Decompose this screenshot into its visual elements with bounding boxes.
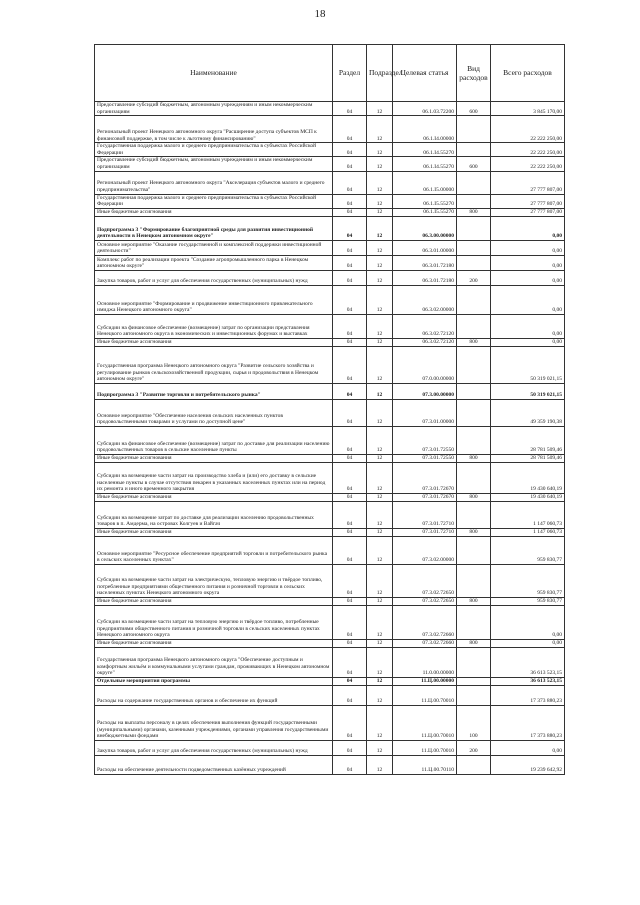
cell-section: 04 <box>333 208 367 216</box>
cell-expense-type: 800 <box>457 208 491 216</box>
cell-expense-type <box>457 501 491 528</box>
cell-section: 04 <box>333 171 367 194</box>
table-row <box>95 171 565 194</box>
cell-subsection: 12 <box>367 705 393 740</box>
cell-section: 04 <box>333 536 367 564</box>
cell-section: 04 <box>333 605 367 639</box>
cell-name: Субсидии на возмещение затрат по доставке для реализации населению продовольственных товаров в п. Амдерма, на островах Колгуев и Вайгач <box>95 501 333 528</box>
cell-article: 07.3.02.72650 <box>393 597 457 605</box>
cell-expense-type: 100 <box>457 705 491 740</box>
table-row <box>95 102 565 116</box>
cell-expense-type <box>457 685 491 705</box>
table-row <box>95 705 565 740</box>
table-row <box>95 677 565 685</box>
cell-subsection: 12 <box>367 639 393 647</box>
header-section: Раздел <box>333 45 367 102</box>
header-total: Всего расходов <box>491 45 565 102</box>
cell-article: 07.3.01.72670 <box>393 462 457 493</box>
table-row <box>95 240 565 255</box>
cell-expense-type <box>457 314 491 338</box>
cell-section: 04 <box>333 705 367 740</box>
header-article: Целевая статья <box>393 45 457 102</box>
table-row <box>95 647 565 677</box>
cell-subsection: 12 <box>367 493 393 501</box>
cell-article: 07.3.01.72710 <box>393 528 457 536</box>
cell-section: 04 <box>333 685 367 705</box>
cell-total: 959 830,77 <box>491 597 565 605</box>
cell-subsection: 12 <box>367 647 393 677</box>
table-row <box>95 383 565 399</box>
table-row <box>95 564 565 597</box>
cell-section: 04 <box>333 501 367 528</box>
cell-subsection: 12 <box>367 116 393 143</box>
cell-name: Государственная программа Ненецкого автономного округа "Развитие сельского хозяйства и регулирование рынков сельскохозяйственной продукции, сырья и продовольствия в Ненецком автономном округе" <box>95 346 333 383</box>
table-row <box>95 314 565 338</box>
cell-expense-type: 600 <box>457 102 491 116</box>
cell-name: Государственная поддержка малого и среднего предпринимательства в субъектах Российской Федерации <box>95 143 333 157</box>
cell-section: 04 <box>333 493 367 501</box>
cell-name: Расходы на обеспечение деятельности подведомственных казённых учреждений <box>95 755 333 774</box>
table-row <box>95 399 565 426</box>
header-name: Наименование <box>95 45 333 102</box>
cell-section: 04 <box>333 383 367 399</box>
cell-expense-type <box>457 564 491 597</box>
cell-subsection: 12 <box>367 314 393 338</box>
cell-expense-type <box>457 536 491 564</box>
cell-name: Иные бюджетные ассигнования <box>95 208 333 216</box>
cell-total: 0,00 <box>491 270 565 285</box>
cell-article: 06.1.I4.55270 <box>393 143 457 157</box>
cell-subsection: 12 <box>367 564 393 597</box>
cell-expense-type: 800 <box>457 454 491 462</box>
cell-subsection: 12 <box>367 740 393 755</box>
cell-name: Субсидии на финансовое обеспечение (возмещение) затрат по доставке для реализации населению продовольственных товаров в сельские населенные пункты <box>95 426 333 454</box>
cell-total: 19 239 642,92 <box>491 755 565 774</box>
cell-article: 06.1.I4.55270 <box>393 157 457 171</box>
cell-name: Субсидии на финансовое обеспечение (возмещение) затрат по организации представления Ненецкого автономного округа в экономических и инвестиционных форумах и выставках <box>95 314 333 338</box>
cell-name: Иные бюджетные ассигнования <box>95 454 333 462</box>
cell-article: 07.3.01.72550 <box>393 454 457 462</box>
cell-section: 04 <box>333 528 367 536</box>
cell-total: 959 830,77 <box>491 536 565 564</box>
table-row <box>95 285 565 314</box>
cell-section: 04 <box>333 116 367 143</box>
cell-article: 06.3.01.72180 <box>393 255 457 270</box>
table-row <box>95 462 565 493</box>
table-body <box>95 102 565 775</box>
cell-total: 36 613 523,15 <box>491 677 565 685</box>
cell-expense-type <box>457 647 491 677</box>
cell-section: 04 <box>333 597 367 605</box>
cell-total: 959 830,77 <box>491 564 565 597</box>
cell-name: Расходы на выплаты персоналу в целях обеспечения выполнения функций государственными (муниципальными) органами, казенными учреждениями, органами управления государственными внебюджетными фондами <box>95 705 333 740</box>
cell-total: 0,00 <box>491 740 565 755</box>
cell-subsection: 12 <box>367 346 393 383</box>
cell-subsection: 12 <box>367 270 393 285</box>
cell-article: 06.3.02.72120 <box>393 314 457 338</box>
cell-article: 11.Ц.00.70010 <box>393 685 457 705</box>
cell-subsection: 12 <box>367 285 393 314</box>
cell-expense-type <box>457 143 491 157</box>
cell-subsection: 12 <box>367 208 393 216</box>
table-row <box>95 597 565 605</box>
cell-subsection: 12 <box>367 216 393 240</box>
cell-subsection: 12 <box>367 677 393 685</box>
table-header-row <box>95 45 565 102</box>
cell-expense-type <box>457 216 491 240</box>
cell-article: 11.0.00.00000 <box>393 647 457 677</box>
cell-section: 04 <box>333 240 367 255</box>
cell-article: 11.Ц.00.00000 <box>393 677 457 685</box>
cell-subsection: 12 <box>367 102 393 116</box>
cell-expense-type <box>457 605 491 639</box>
cell-name: Субсидии на возмещение части затрат на электрическую, тепловую энергию и твёрдое топливо, потребленные предприятиями общественного питания и розничной торговли в сельских населенных пунктах Ненецкого автономного округа <box>95 564 333 597</box>
cell-article: 11.Ц.00.70010 <box>393 705 457 740</box>
cell-subsection: 12 <box>367 685 393 705</box>
cell-article: 07.3.00.00000 <box>393 383 457 399</box>
cell-section: 04 <box>333 102 367 116</box>
table-row <box>95 208 565 216</box>
table-row <box>95 255 565 270</box>
cell-section: 04 <box>333 647 367 677</box>
cell-article: 07.3.01.72670 <box>393 493 457 501</box>
table-row <box>95 270 565 285</box>
cell-expense-type: 800 <box>457 338 491 346</box>
cell-subsection: 12 <box>367 171 393 194</box>
cell-section: 04 <box>333 285 367 314</box>
cell-article: 07.0.00.00000 <box>393 346 457 383</box>
cell-total: 27 777 807,00 <box>491 171 565 194</box>
cell-name: Отдельные мероприятия программы <box>95 677 333 685</box>
cell-expense-type: 800 <box>457 493 491 501</box>
cell-name: Предоставление субсидий бюджетным, автономным учреждениям и иным некоммерческим организациям <box>95 102 333 116</box>
table-row <box>95 346 565 383</box>
cell-section: 04 <box>333 564 367 597</box>
cell-article: 11.Ц.00.70110 <box>393 755 457 774</box>
cell-expense-type <box>457 677 491 685</box>
cell-total: 0,00 <box>491 285 565 314</box>
cell-total: 0,00 <box>491 255 565 270</box>
table-row <box>95 755 565 774</box>
cell-name: Субсидии на возмещение части затрат на производство хлеба и (или) его доставку в сельские населенные пункты в случае отсутствия пекарен в указанных населенных пунктах или на период их ремонта и иного временного закрытия <box>95 462 333 493</box>
cell-article: 06.3.01.00000 <box>393 240 457 255</box>
cell-section: 04 <box>333 157 367 171</box>
cell-expense-type: 800 <box>457 597 491 605</box>
cell-name: Субсидии на возмещение части затрат на тепловую энергию и твёрдое топливо, потребленные предприятиями общественного питания и розничной торговли в сельских населенных пунктах Ненецкого автономного округа <box>95 605 333 639</box>
cell-subsection: 12 <box>367 338 393 346</box>
table-row <box>95 501 565 528</box>
cell-expense-type <box>457 240 491 255</box>
cell-expense-type: 200 <box>457 740 491 755</box>
cell-article: 06.3.01.72180 <box>393 270 457 285</box>
cell-section: 04 <box>333 755 367 774</box>
cell-total: 0,00 <box>491 605 565 639</box>
cell-name: Региональный проект Ненецкого автономного округа "Расширение доступа субъектов МСП к финансовой поддержке, в том числе к льготному финансированию" <box>95 116 333 143</box>
cell-section: 04 <box>333 346 367 383</box>
cell-article: 07.3.02.72660 <box>393 605 457 639</box>
cell-section: 04 <box>333 143 367 157</box>
table-row <box>95 536 565 564</box>
cell-name: Региональный проект Ненецкого автономного округа "Акселерация субъектов малого и среднего предпринимательства" <box>95 171 333 194</box>
cell-total: 28 781 509,46 <box>491 426 565 454</box>
cell-total: 22 222 250,00 <box>491 116 565 143</box>
cell-expense-type <box>457 285 491 314</box>
cell-expense-type <box>457 426 491 454</box>
cell-subsection: 12 <box>367 528 393 536</box>
table-row <box>95 426 565 454</box>
cell-expense-type <box>457 399 491 426</box>
cell-expense-type: 800 <box>457 639 491 647</box>
cell-total: 50 319 021,15 <box>491 346 565 383</box>
cell-subsection: 12 <box>367 194 393 208</box>
cell-subsection: 12 <box>367 501 393 528</box>
cell-name: Комплекс работ по реализации проекта "Создание агропромышленного парка в Ненецком автономном округе" <box>95 255 333 270</box>
cell-total: 19 430 640,19 <box>491 493 565 501</box>
cell-subsection: 12 <box>367 255 393 270</box>
cell-total: 3 845 170,00 <box>491 102 565 116</box>
header-subsection: Подраздел <box>367 45 393 102</box>
cell-section: 04 <box>333 639 367 647</box>
cell-total: 36 613 523,15 <box>491 647 565 677</box>
cell-total: 1 147 060,73 <box>491 528 565 536</box>
cell-subsection: 12 <box>367 383 393 399</box>
table-row <box>95 143 565 157</box>
cell-total: 27 777 807,00 <box>491 208 565 216</box>
cell-expense-type: 800 <box>457 528 491 536</box>
cell-subsection: 12 <box>367 157 393 171</box>
header-expense-type: Вид расходов <box>457 45 491 102</box>
cell-subsection: 12 <box>367 143 393 157</box>
cell-expense-type <box>457 383 491 399</box>
cell-total: 17 373 880,23 <box>491 705 565 740</box>
cell-section: 04 <box>333 270 367 285</box>
cell-section: 04 <box>333 462 367 493</box>
cell-article: 06.1.03.72200 <box>393 102 457 116</box>
cell-name: Иные бюджетные ассигнования <box>95 338 333 346</box>
table-row <box>95 157 565 171</box>
cell-total: 0,00 <box>491 338 565 346</box>
cell-subsection: 12 <box>367 605 393 639</box>
cell-name: Иные бюджетные ассигнования <box>95 639 333 647</box>
cell-name: Иные бюджетные ассигнования <box>95 528 333 536</box>
cell-name: Основное мероприятие "Формирование и продвижение инвестиционного привлекательного имиджа Ненецкого автономного округа" <box>95 285 333 314</box>
cell-article: 06.1.I4.00000 <box>393 116 457 143</box>
cell-total: 22 222 250,00 <box>491 143 565 157</box>
table-row <box>95 605 565 639</box>
cell-total: 19 430 640,19 <box>491 462 565 493</box>
cell-section: 04 <box>333 677 367 685</box>
cell-total: 27 777 807,00 <box>491 194 565 208</box>
cell-article: 06.1.I5.55270 <box>393 208 457 216</box>
cell-subsection: 12 <box>367 454 393 462</box>
cell-expense-type: 200 <box>457 270 491 285</box>
cell-section: 04 <box>333 194 367 208</box>
cell-section: 04 <box>333 454 367 462</box>
table-row <box>95 740 565 755</box>
cell-section: 04 <box>333 740 367 755</box>
cell-article: 07.3.02.00000 <box>393 536 457 564</box>
cell-expense-type <box>457 346 491 383</box>
cell-total: 0,00 <box>491 240 565 255</box>
cell-subsection: 12 <box>367 536 393 564</box>
cell-expense-type <box>457 194 491 208</box>
table-row <box>95 639 565 647</box>
table-row <box>95 528 565 536</box>
cell-subsection: 12 <box>367 240 393 255</box>
cell-expense-type <box>457 462 491 493</box>
cell-article: 07.3.01.72550 <box>393 426 457 454</box>
table-row <box>95 493 565 501</box>
cell-total: 0,00 <box>491 314 565 338</box>
cell-section: 04 <box>333 338 367 346</box>
table-row <box>95 116 565 143</box>
cell-article: 07.3.01.72710 <box>393 501 457 528</box>
cell-total: 0,00 <box>491 216 565 240</box>
cell-section: 04 <box>333 216 367 240</box>
cell-section: 04 <box>333 314 367 338</box>
page-number: 18 <box>314 8 326 20</box>
table-row <box>95 194 565 208</box>
cell-total: 49 359 190,38 <box>491 399 565 426</box>
cell-name: Основное мероприятие "Ресурсное обеспечение предприятий торговли и потребительского рынка в сельских населенных пунктах" <box>95 536 333 564</box>
cell-total: 50 319 021,15 <box>491 383 565 399</box>
cell-expense-type <box>457 116 491 143</box>
cell-total: 28 781 509,46 <box>491 454 565 462</box>
cell-name: Иные бюджетные ассигнования <box>95 493 333 501</box>
cell-name: Государственная программа Ненецкого автономного округа "Обеспечение доступным и комфортным жильём и коммунальными услугами граждан, проживающих в Ненецком автономном округе" <box>95 647 333 677</box>
cell-article: 07.3.01.00000 <box>393 399 457 426</box>
cell-subsection: 12 <box>367 462 393 493</box>
cell-article: 06.3.02.72120 <box>393 338 457 346</box>
cell-expense-type <box>457 171 491 194</box>
cell-subsection: 12 <box>367 597 393 605</box>
cell-section: 04 <box>333 399 367 426</box>
cell-article: 06.1.I5.00000 <box>393 171 457 194</box>
cell-name: Расходы на содержание государственных органов и обеспечение их функций <box>95 685 333 705</box>
cell-article: 07.3.02.72650 <box>393 564 457 597</box>
table-row <box>95 685 565 705</box>
cell-section: 04 <box>333 426 367 454</box>
cell-subsection: 12 <box>367 426 393 454</box>
cell-expense-type <box>457 255 491 270</box>
cell-expense-type: 600 <box>457 157 491 171</box>
cell-subsection: 12 <box>367 399 393 426</box>
cell-name: Основное мероприятие "Оказание государственной и комплексной поддержки инвестиционной деятельности" <box>95 240 333 255</box>
cell-total: 1 147 060,73 <box>491 501 565 528</box>
cell-total: 22 222 250,00 <box>491 157 565 171</box>
cell-name: Подпрограмма 3 "Развитие торговли и потребительского рынка" <box>95 383 333 399</box>
cell-name: Основное мероприятие "Обеспечение населения сельских населенных пунктов продовольственными товарами и услугами по доступной цене" <box>95 399 333 426</box>
cell-total: 0,00 <box>491 639 565 647</box>
table-row <box>95 454 565 462</box>
cell-total: 17 373 880,23 <box>491 685 565 705</box>
cell-name: Закупка товаров, работ и услуг для обеспечения государственных (муниципальных) нужд <box>95 740 333 755</box>
cell-article: 07.3.02.72660 <box>393 639 457 647</box>
cell-name: Иные бюджетные ассигнования <box>95 597 333 605</box>
cell-name: Предоставление субсидий бюджетным, автономным учреждениям и иным некоммерческим организациям <box>95 157 333 171</box>
cell-name: Подпрограмма 3 "Формирование благоприятной среды для развития инвестиционной деятельности в Ненецком автономном округе" <box>95 216 333 240</box>
cell-article: 06.3.02.00000 <box>393 285 457 314</box>
cell-article: 11.Ц.00.70010 <box>393 740 457 755</box>
cell-subsection: 12 <box>367 755 393 774</box>
cell-name: Государственная поддержка малого и среднего предпринимательства в субъектах Российской Федерации <box>95 194 333 208</box>
cell-expense-type <box>457 755 491 774</box>
cell-section: 04 <box>333 255 367 270</box>
cell-article: 06.1.I5.55270 <box>393 194 457 208</box>
cell-name: Закупка товаров, работ и услуг для обеспечения государственных (муниципальных) нужд <box>95 270 333 285</box>
budget-table <box>94 44 565 775</box>
cell-article: 06.3.00.00000 <box>393 216 457 240</box>
table-row <box>95 338 565 346</box>
table-row <box>95 216 565 240</box>
